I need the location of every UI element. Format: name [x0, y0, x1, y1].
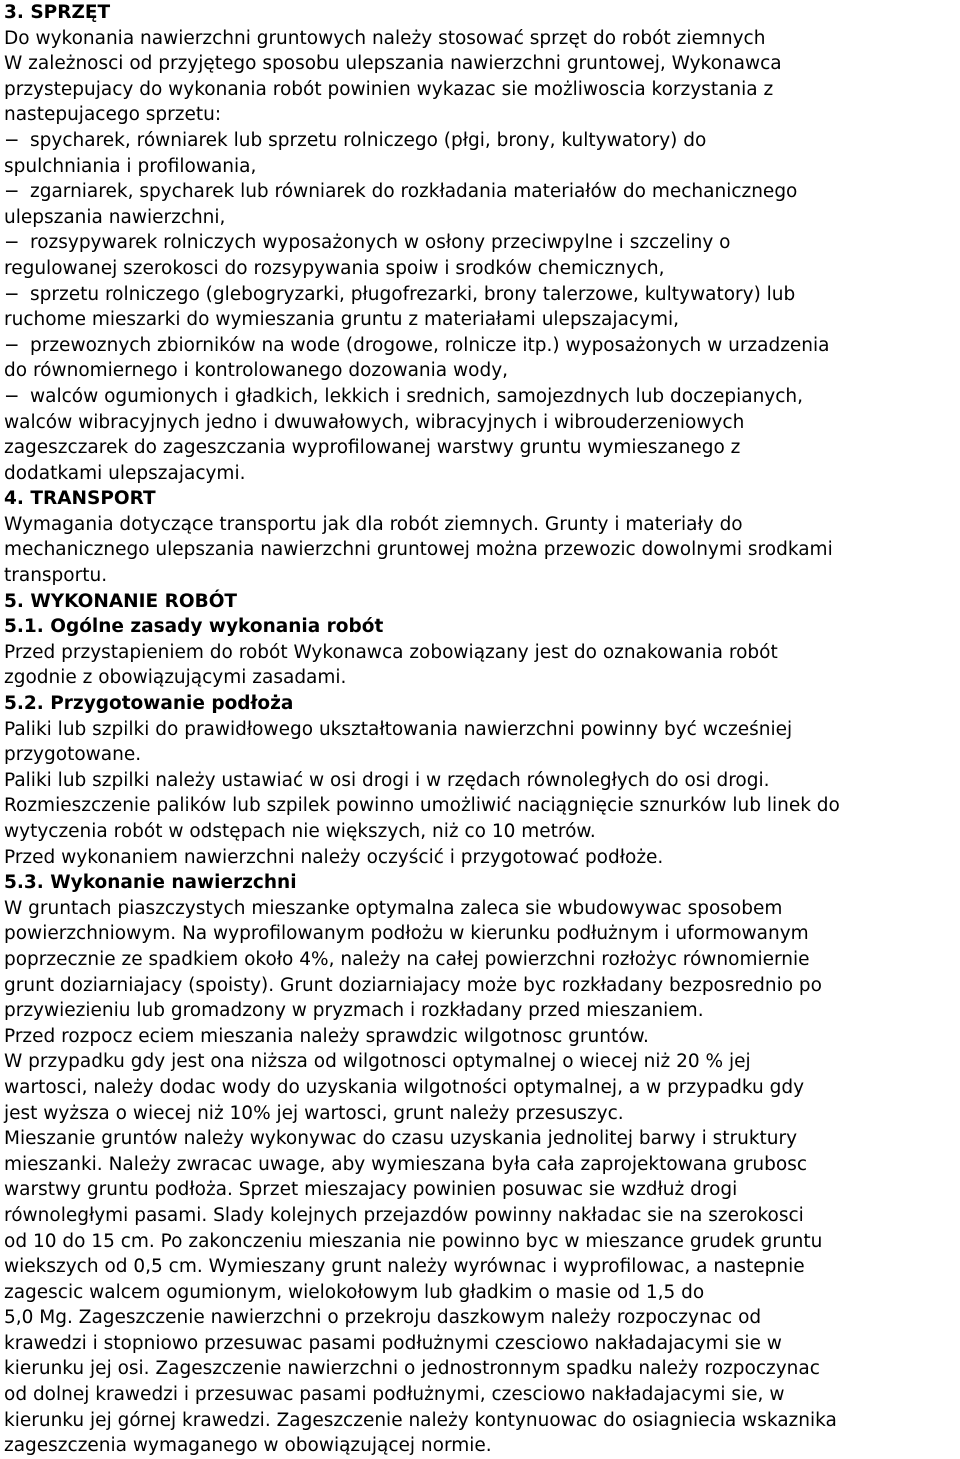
line-text: mechanicznego ulepszania nawierzchni gruntowej można przewozic dowolnymi srodkami — [4, 539, 833, 561]
line-text: walców wibracyjnych jedno i dwuwałowych, wibracyjnych i wibrouderzeniowych — [4, 411, 745, 433]
line-text: 5,0 Mg. Zageszczenie nawierzchni o przekroju daszkowym należy rozpoczynac od — [4, 1307, 762, 1329]
paragraph-line — [4, 1305, 960, 1331]
line-text: transportu. — [4, 565, 108, 587]
line-text: W gruntach piaszczystych mieszanke optymalna zaleca sie wbudowywac sposobem — [4, 897, 783, 919]
line-text: ulepszania nawierzchni, — [4, 206, 226, 228]
dash-bullet: − — [4, 334, 20, 356]
paragraph-line — [4, 845, 960, 871]
line-text: krawedzi i stopniowo przesuwac pasami podłużnymi czesciowo nakładajacymi sie w — [4, 1332, 782, 1354]
paragraph-line — [4, 461, 960, 487]
dash-bullet: − — [4, 385, 20, 407]
paragraph-line — [4, 742, 960, 768]
paragraph-line — [4, 1331, 960, 1357]
paragraph-line — [4, 1229, 960, 1255]
paragraph-line — [4, 205, 960, 231]
paragraph-line — [4, 1177, 960, 1203]
paragraph-line — [4, 1101, 960, 1127]
paragraph-line — [4, 768, 960, 794]
line-text: powierzchniowym. Na wyprofilowanym podłożu w kierunku podłużnym i uformowanym — [4, 923, 809, 945]
line-text: poprzecznie ze spadkiem około 4%, należy na całej powierzchni rozłożyc równomiernie — [4, 948, 810, 970]
line-text: dodatkami ulepszajacymi. — [4, 462, 246, 484]
dash-bullet: − — [4, 181, 20, 203]
paragraph-line — [4, 665, 960, 691]
paragraph-line — [4, 1280, 960, 1306]
line-text: Przed rozpocz eciem mieszania należy sprawdzic wilgotnosc gruntów. — [4, 1025, 649, 1047]
line-text: W zależnosci od przyjętego sposobu ulepszania nawierzchni gruntowej, Wykonawca — [4, 53, 782, 75]
paragraph-line — [4, 26, 960, 52]
line-text: nastepujacego sprzetu: — [4, 104, 222, 126]
dash-bullet: − — [4, 283, 20, 305]
paragraph-line — [4, 1075, 960, 1101]
line-text: Mieszanie gruntów należy wykonywac do czasu uzyskania jednolitej barwy i struktury — [4, 1128, 798, 1150]
line-text: zageszczenia wymaganego w obowiązującej normie. — [4, 1435, 492, 1457]
bullet-line — [4, 282, 960, 308]
line-text: przewoznych zbiorników na wode (drogowe, rolnicze itp.) wyposażonych w urzadzenia — [30, 334, 830, 356]
line-text: przystepujacy do wykonania robót powinien wykazac sie możliwoscia korzystania z — [4, 78, 774, 100]
line-text: regulowanej szerokosci do rozsypywania spoiw i srodków chemicznych, — [4, 257, 665, 279]
bullet-line — [4, 179, 960, 205]
paragraph-line — [4, 51, 960, 77]
section-heading: 5.2. Przygotowanie podłoża — [4, 693, 294, 715]
paragraph-line — [4, 256, 960, 282]
paragraph-line — [4, 358, 960, 384]
paragraph-line — [4, 1203, 960, 1229]
paragraph-line — [4, 921, 960, 947]
line-text: zagescic walcem ogumionym, wielokołowym lub gładkim o masie od 1,5 do — [4, 1281, 705, 1303]
paragraph-line — [4, 793, 960, 819]
line-text: ruchome mieszarki do wymieszania gruntu z materiałami ulepszajacymi, — [4, 309, 680, 331]
line-text: równoległymi pasami. Slady kolejnych przejazdów powinny nakładac sie na szerokosci — [4, 1204, 804, 1226]
line-text: zgodnie z obowiązującymi zasadami. — [4, 667, 347, 689]
paragraph-line — [4, 307, 960, 333]
paragraph-line — [4, 77, 960, 103]
line-text: przywiezieniu lub gromadzony w pryzmach i rozkładany przed mieszaniem. — [4, 1000, 704, 1022]
section-heading: 5.1. Ogólne zasady wykonania robót — [4, 616, 384, 638]
line-text: rozsypywarek rolniczych wyposażonych w osłony przeciwpylne i szczeliny o — [30, 232, 731, 254]
line-text: wytyczenia robót w odstępach nie większych, niż co 10 metrów. — [4, 821, 596, 842]
line-text: grunt doziarniajacy (spoisty). Grunt doziarniajacy może byc rozkładany bezposrednio po — [4, 974, 822, 996]
section-heading: 5.3. Wykonanie nawierzchni — [4, 872, 297, 894]
paragraph-line — [4, 1254, 960, 1280]
paragraph-line — [4, 410, 960, 436]
section-heading: 5. WYKONANIE ROBÓT — [4, 590, 238, 612]
paragraph-line — [4, 973, 960, 999]
paragraph-line — [4, 1152, 960, 1178]
paragraph-line — [4, 1433, 960, 1459]
bullet-line — [4, 384, 960, 410]
paragraph-line — [4, 1408, 960, 1434]
paragraph-line — [4, 537, 960, 563]
section-heading: 3. SPRZĘT — [4, 2, 111, 23]
line-text: jest wyższa o wiecej niż 10% jej wartosci, grunt należy przesuszyc. — [4, 1102, 624, 1124]
line-text: warstwy gruntu podłoża. Sprzet mieszajacy powinien posuwac sie wzdłuż drogi — [4, 1179, 738, 1201]
paragraph-line — [4, 640, 960, 666]
dash-bullet: − — [4, 129, 20, 151]
line-text: zageszczarek do zageszczania wyprofilowanej warstwy gruntu wymieszanego z — [4, 437, 741, 459]
paragraph-line — [4, 998, 960, 1024]
paragraph-line — [4, 102, 960, 128]
section-heading: 4. TRANSPORT — [4, 488, 156, 510]
paragraph-line — [4, 435, 960, 461]
line-text: walców ogumionych i gładkich, lekkich i srednich, samojezdnych lub doczepianych, — [30, 385, 804, 407]
line-text: Przed wykonaniem nawierzchni należy oczyścić i przygotować podłoże. — [4, 846, 664, 868]
paragraph-line — [4, 717, 960, 743]
paragraph-line — [4, 1382, 960, 1408]
paragraph-line — [4, 947, 960, 973]
paragraph-line — [4, 154, 960, 180]
line-text: od 10 do 15 cm. Po zakonczeniu mieszania nie powinno byc w mieszance grudek gruntu — [4, 1230, 823, 1252]
line-text: zgarniarek, spycharek lub równiarek do rozkładania materiałów do mechanicznego — [30, 181, 798, 203]
line-text: przygotowane. — [4, 744, 142, 766]
line-text: kierunku jej osi. Zageszczenie nawierzchni o jednostronnym spadku należy rozpoczynac — [4, 1358, 820, 1380]
line-text: Rozmieszczenie palików lub szpilek powinno umożliwić naciągnięcie sznurków lub linek do — [4, 795, 840, 817]
line-text: mieszanki. Należy zwracac uwage, aby wymieszana była cała zaprojektowana grubosc — [4, 1153, 808, 1175]
line-text: sprzetu rolniczego (glebogryzarki, pługofrezarki, brony talerzowe, kultywatory) lub — [30, 283, 796, 305]
line-text: spycharek, równiarek lub sprzetu rolniczego (płgi, brony, kultywatory) do — [30, 129, 707, 151]
line-text: spulchniania i profilowania, — [4, 155, 257, 177]
paragraph-line — [4, 819, 960, 845]
bullet-line — [4, 128, 960, 154]
line-text: Przed przystapieniem do robót Wykonawca zobowiązany jest do oznakowania robót — [4, 641, 778, 663]
line-text: W przypadku gdy jest ona niższa od wilgotnosci optymalnej o wiecej niż 20 % jej — [4, 1051, 751, 1073]
line-text: Do wykonania nawierzchni gruntowych należy stosować sprzęt do robót ziemnych — [4, 27, 766, 49]
line-text: wiekszych od 0,5 cm. Wymieszany grunt należy wyrównac i wyprofilowac, a nastepnie — [4, 1256, 805, 1278]
paragraph-line — [4, 1356, 960, 1382]
bullet-line — [4, 333, 960, 359]
bullet-line — [4, 230, 960, 256]
paragraph-line — [4, 1126, 960, 1152]
paragraph-line — [4, 563, 960, 589]
dash-bullet: − — [4, 232, 20, 254]
line-text: Paliki lub szpilki należy ustawiać w osi drogi i w rzędach równoległych do osi drogi. — [4, 769, 770, 791]
line-text: od dolnej krawedzi i przesuwac pasami podłużnymi, czesciowo nakładajacymi sie, w — [4, 1384, 785, 1406]
line-text: wartosci, należy dodac wody do uzyskania wilgotności optymalnej, a w przypadku gdy — [4, 1076, 805, 1098]
line-text: kierunku jej górnej krawedzi. Zageszczenie należy kontynuowac do osiagniecia wskaznika — [4, 1409, 837, 1431]
line-text: Wymagania dotyczące transportu jak dla robót ziemnych. Grunty i materiały do — [4, 513, 743, 535]
line-text: do równomiernego i kontrolowanego dozowania wody, — [4, 360, 509, 382]
line-text: Paliki lub szpilki do prawidłowego ukształtowania nawierzchni powinny być wcześniej — [4, 718, 793, 740]
paragraph-line — [4, 896, 960, 922]
paragraph-line — [4, 512, 960, 538]
paragraph-line — [4, 1049, 960, 1075]
paragraph-line — [4, 1024, 960, 1050]
